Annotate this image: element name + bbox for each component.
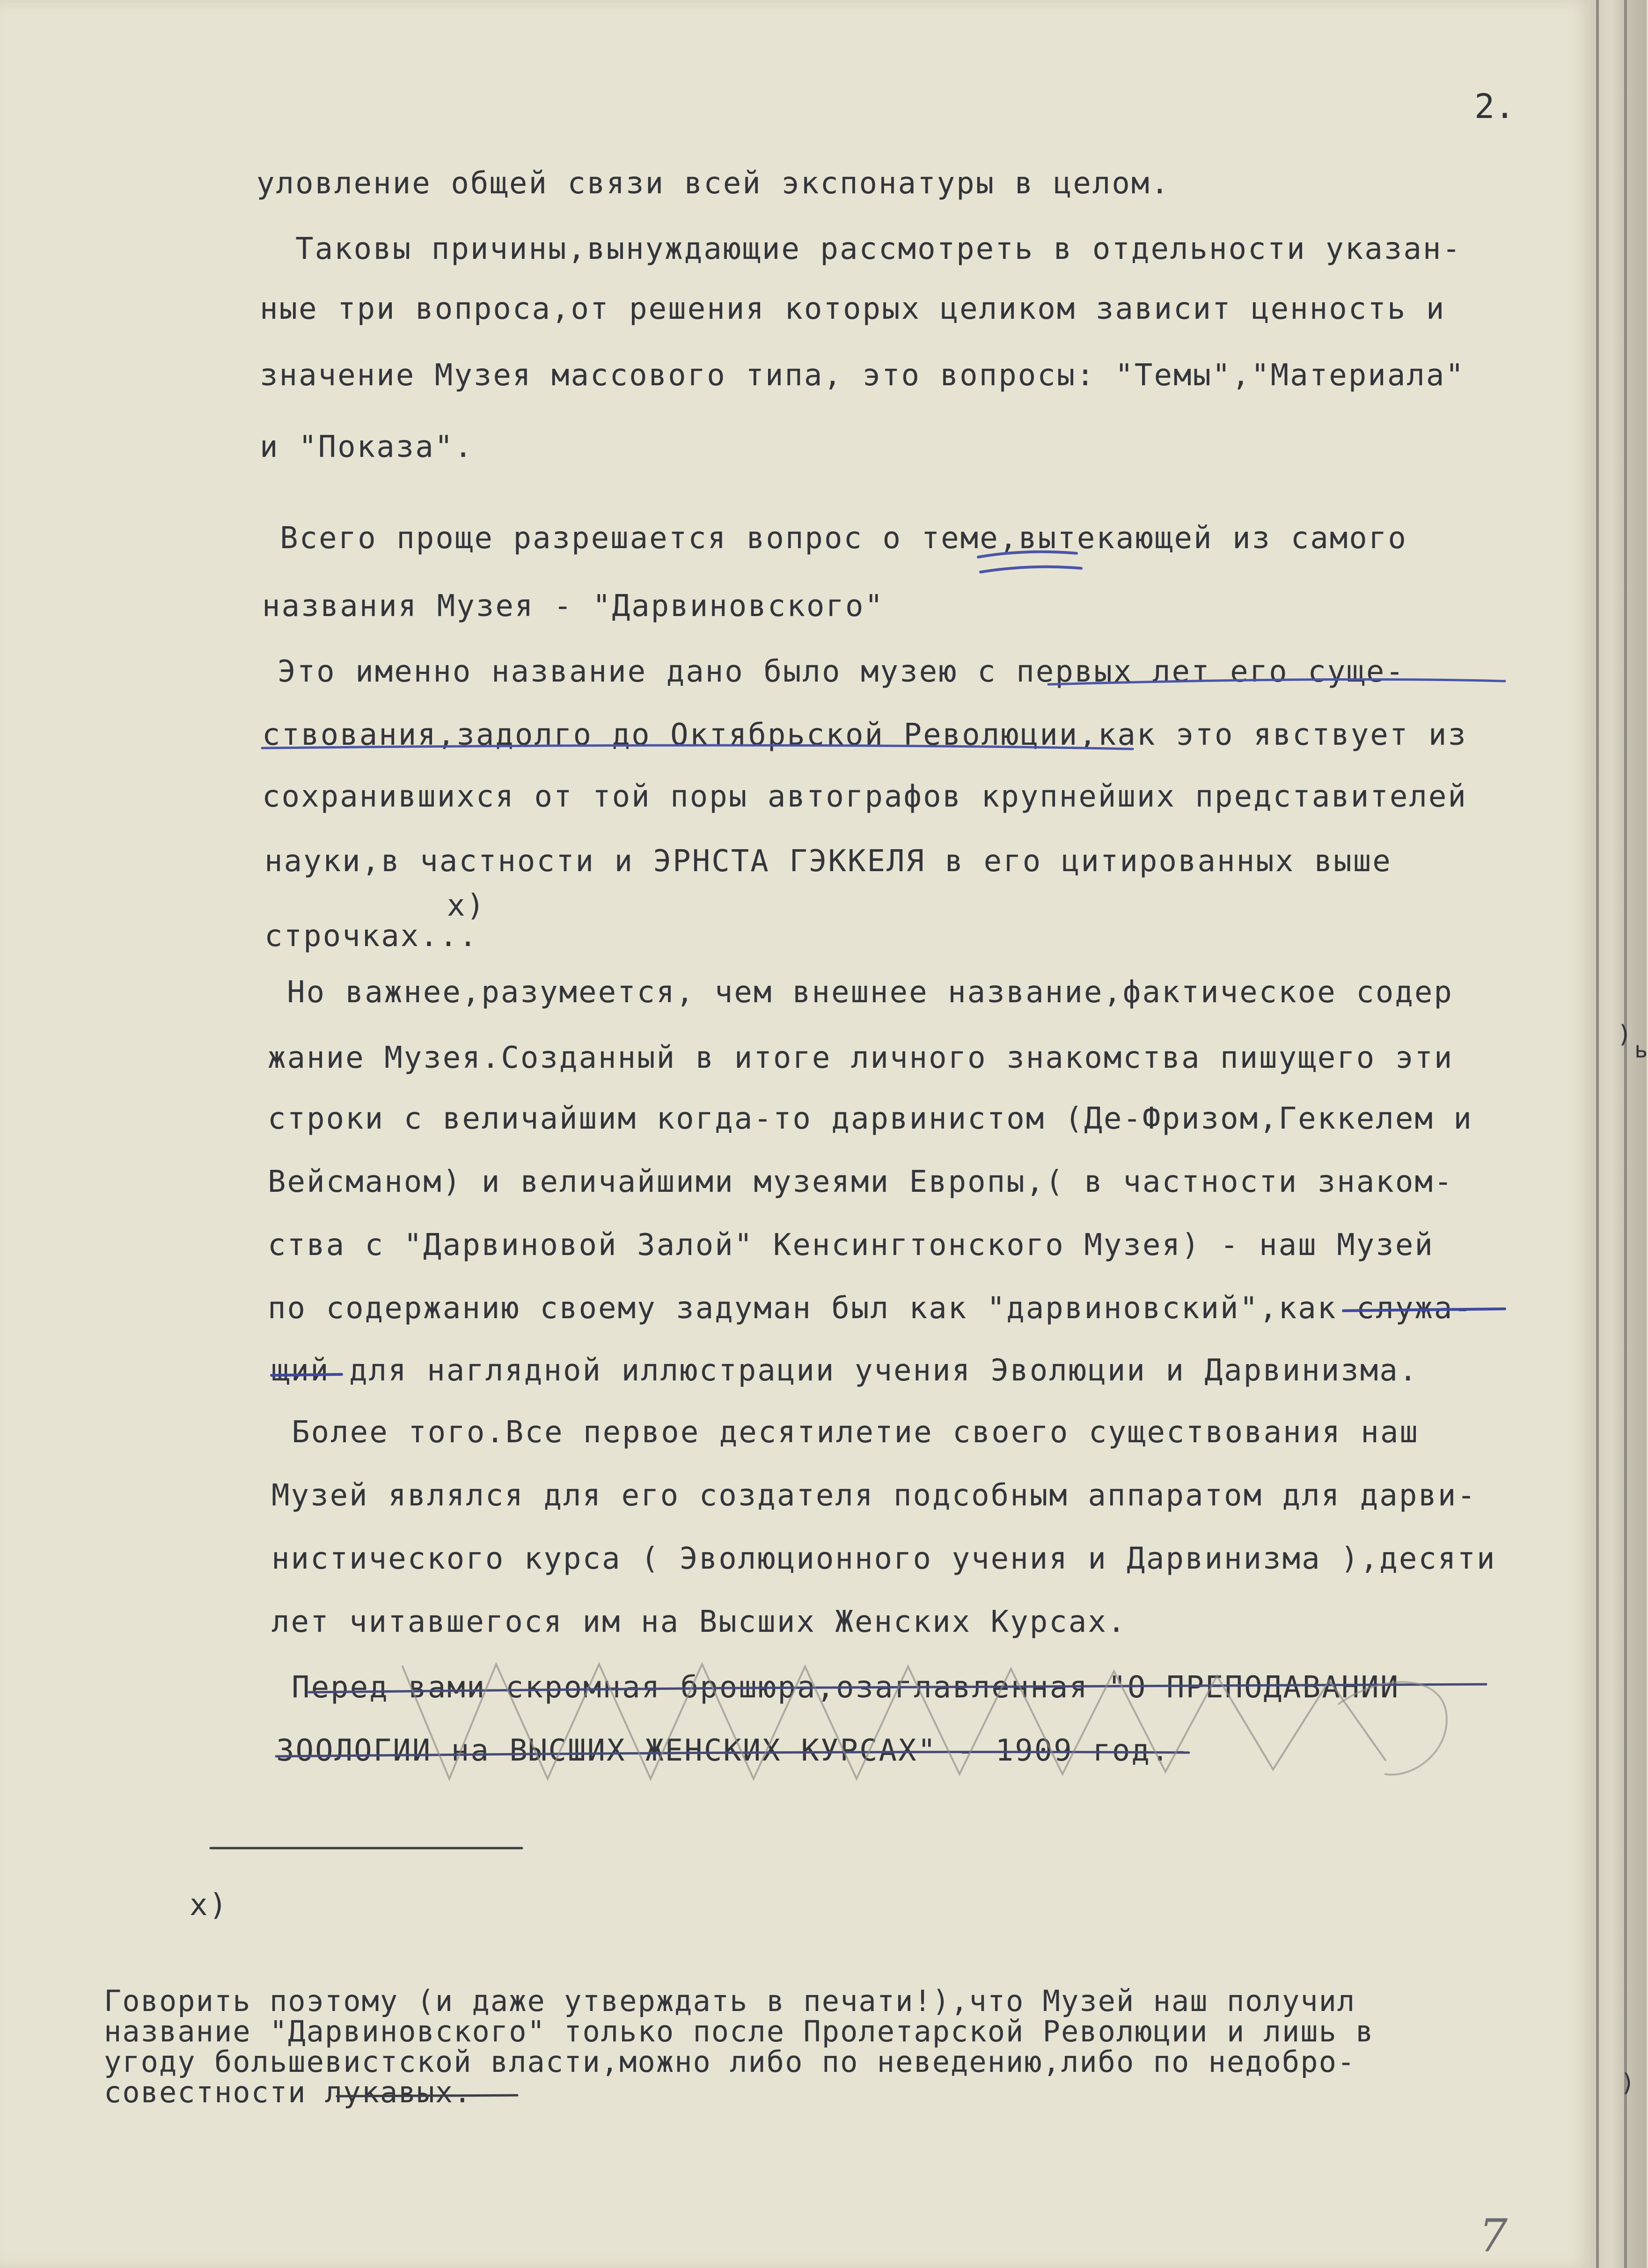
body-line: сохранившихся от той поры автографов крупнейших представителей	[262, 779, 1467, 814]
body-line: Это именно название дано было музею с первых лет его суще-	[239, 654, 1405, 689]
body-line: по содержанию своему задуман был как "дарвиновский",как служа-	[268, 1291, 1473, 1326]
body-line: Более того.Все первое десятилетие своего существования наш	[253, 1415, 1419, 1450]
margin-parenthesis: )	[1620, 2069, 1635, 2097]
body-line: нистического курса ( Эволюционного учения и Дарвинизма ),десяти	[271, 1541, 1496, 1576]
struck-line: ЗООЛОГИИ на ВЫСШИХ ЖЕНСКИХ КУРСАХ" - 1909 год.-	[276, 1733, 1190, 1768]
body-line: строчках...	[264, 919, 478, 954]
body-line: и "Показа".	[260, 430, 474, 464]
footnote-line: совестности лукавых.	[104, 2075, 472, 2109]
body-line: значение Музея массового типа, это вопросы: "Темы","Материала"	[260, 358, 1465, 393]
body-line: щий для наглядной иллюстрации учения Эволюции и Дарвинизма.	[271, 1353, 1419, 1388]
body-line: науки,в частности и ЭРНСТА ГЭККЕЛЯ в его цитированных выше	[264, 844, 1392, 879]
footnote-reference: x)	[447, 888, 486, 923]
body-line: уловление общей связи всей экспонатуры в целом.	[256, 166, 1170, 201]
footnote-line: название "Дарвиновского" только после Пролетарской Революции и лишь в	[104, 2014, 1374, 2048]
body-line: строки с величайшим когда-то дарвинистом (Де-Фризом,Геккелем и	[268, 1101, 1473, 1136]
body-line: лет читавшегося им на Высших Женских Курсах.	[271, 1605, 1127, 1639]
body-line: Но важнее,разумеется, чем внешнее название,фактическое содер	[248, 975, 1453, 1010]
footnote-line: угоду большевистской власти,можно либо по неведению,либо по недобро-	[104, 2045, 1356, 2079]
body-line: ные три вопроса,от решения которых целиком зависит ценность и	[260, 292, 1446, 326]
page-edge-line	[1596, 0, 1599, 2268]
margin-parenthesis: )	[1617, 1020, 1632, 1049]
handwritten-sheet-number: 7	[1479, 2209, 1508, 2262]
body-line: названия Музея - "Дарвиновского"	[262, 589, 884, 624]
footnote-line: Говорить поэтому (и даже утверждать в печати!),что Музей наш получил	[104, 1984, 1356, 2018]
body-line: Музей являлся для его создателя подсобным аппаратом для дарви-	[271, 1478, 1477, 1513]
footnote-marker: x)	[190, 1888, 229, 1923]
page-edge-line	[1624, 0, 1627, 2268]
adjacent-page-edge	[1591, 0, 1647, 2268]
body-line: Всего проще разрешается вопрос о теме,вытекающей из самого	[241, 521, 1407, 556]
body-line: ствования,задолго до Октябрьской Революции,как это явствует из	[262, 718, 1467, 752]
margin-mark: ь	[1634, 1037, 1648, 1063]
struck-line: Перед вами скромная брошюра,озаглавленная "О ПРЕПОДАВАНИИ	[253, 1670, 1400, 1705]
body-line: жание Музея.Созданный в итоге личного знакомства пишущего эти	[268, 1041, 1454, 1075]
body-line: Вейсманом) и величайшими музеями Европы,( в частности знаком-	[268, 1165, 1454, 1199]
page-number: 2.	[1474, 87, 1515, 126]
body-line: ства с "Дарвиновой Залой" Кенсингтонского Музея) - наш Музей	[268, 1228, 1434, 1262]
body-line: Таковы причины,вынуждающие рассмотреть в отдельности указан-	[256, 232, 1462, 266]
